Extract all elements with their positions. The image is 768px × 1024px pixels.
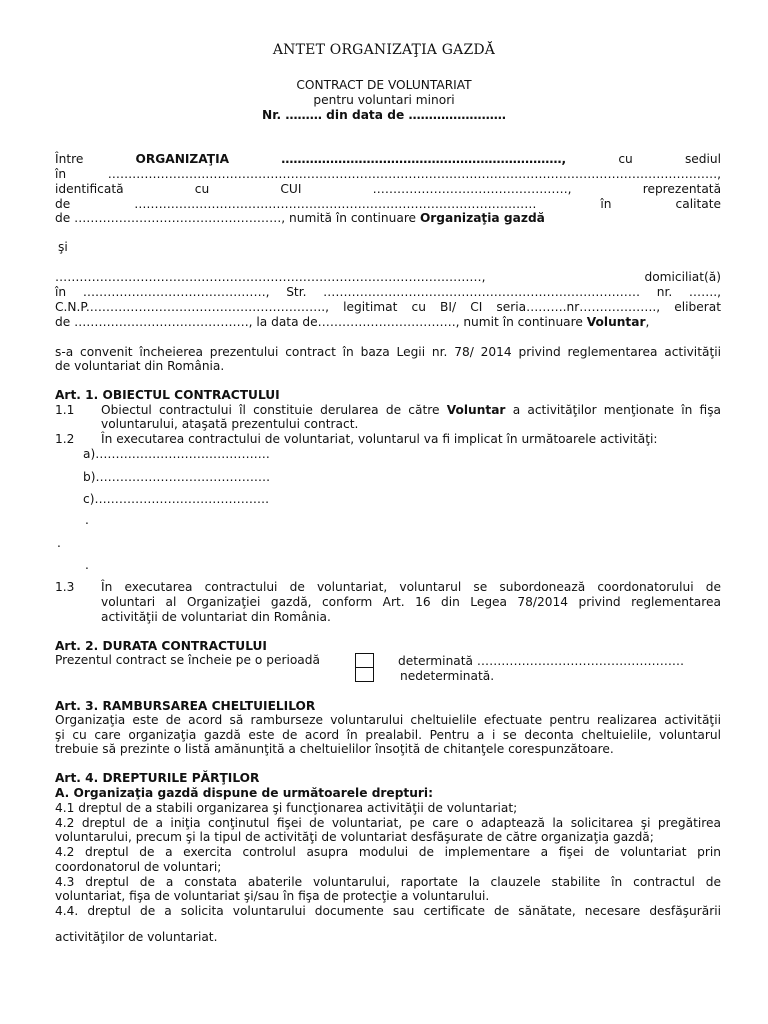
contract-number-line: Nr. ……… din data de …………………… — [262, 108, 506, 122]
right-4-2a-line-2: voluntarului, precum şi la tipul de activităţi de voluntariat desfăşurate de către organizaţia gazdă; — [55, 830, 654, 844]
art4-subheading: A. Organizaţia gazdă dispune de următoarele drepturi: — [55, 786, 433, 800]
vol-line-2: în ………………………………………, Str. …………………………………………………………………… nr. ……., — [55, 285, 722, 299]
activity-item-b: b)……………………………………. — [83, 470, 270, 484]
contract-subtitle: pentru voluntari minori — [313, 93, 455, 107]
indeterminate-option-label: nedeterminată. — [400, 669, 495, 683]
legal-basis-line-2: de voluntariat din România. — [55, 359, 225, 373]
clause-1-2-text: În executarea contractului de voluntariat, voluntarul va fi implicat în următoarele activităţi: — [101, 432, 658, 446]
org-line-3: identificată cu CUI …………………………………………, reprezentată — [55, 182, 722, 196]
clause-1-1-line-1: Obiectul contractului îl constituie derularea de către Voluntar a activităţilor menţionate în fişa — [101, 403, 722, 417]
art3-heading: Art. 3. RAMBURSAREA CHELTUIELILOR — [55, 699, 316, 713]
clause-number: 1.3 — [55, 580, 75, 594]
and-conjunction: şi — [58, 240, 68, 254]
right-4-3-line-1: 4.3 dreptul de a constata abaterile voluntarului, raportate la clauzele stabilite în contractul de — [55, 875, 721, 889]
document-header: ANTET ORGANIZAŢIA GAZDĂ — [272, 42, 496, 58]
activity-item-c: c)……………………………………. — [83, 492, 269, 506]
duration-text: Prezentul contract se încheie pe o perioadă — [55, 653, 320, 667]
vol-line-3: C.N.P.…………………………………………………., legitimat cu BI/ CI seria……….nr………………., eliberat — [55, 300, 722, 314]
contract-title: CONTRACT DE VOLUNTARIAT — [296, 78, 472, 92]
determinate-option-label: determinată …………………………………………… — [398, 654, 685, 668]
clause-1-3-line-2: voluntari al Organizaţiei gazdă, conform Art. 16 din Legea 78/2014 privind reglementarea — [101, 595, 721, 609]
org-line-5: de ……………………………………………, numită în continuare Organizaţia gazdă — [55, 211, 545, 225]
org-line-4: de ……………………………………………………………………………………… în calitate — [55, 197, 722, 211]
clause-1-3-line-3: activităţii de voluntariat din România. — [101, 610, 331, 624]
right-4-2b-line-1: 4.2 dreptul de a exercita controlul asupra modului de implementare a fişei de voluntariat prin — [55, 845, 721, 859]
activity-item-dot: . — [85, 558, 89, 572]
right-4-4-line-1: 4.4. dreptul de a solicita voluntarului documente sau certificate de sănătate, necesare desfăşurării — [55, 904, 721, 918]
art3-line-2: şi cu care organizaţia gazdă este de acord în prealabil. Pentru a i se deconta cheltuielile, voluntarul — [55, 728, 721, 742]
right-4-2b-line-2: coordonatorul de voluntari; — [55, 860, 222, 874]
determinate-checkbox[interactable] — [355, 653, 374, 668]
activity-item-dot: . — [85, 513, 89, 527]
legal-basis-line-1: s-a convenit încheierea prezentului contract în baza Legii nr. 78/ 2014 privind reglementarea activităţii — [55, 345, 721, 359]
right-4-3-line-2: voluntariat, fişa de voluntariat şi/sau în fişa de protecţie a voluntarului. — [55, 889, 490, 903]
indeterminate-checkbox[interactable] — [355, 667, 374, 682]
vol-line-1: ……………………………………………………………………………………………, domiciliat(ă) — [55, 270, 721, 284]
clause-1-1-line-2: voluntarului, ataşată prezentului contract. — [101, 417, 359, 431]
volunteer-term: Voluntar — [586, 315, 646, 329]
activity-item-dot: . — [57, 536, 61, 550]
clause-number: 1.1 — [55, 403, 75, 417]
activity-item-a: a)……………………………………. — [83, 447, 270, 461]
right-4-1: 4.1 dreptul de a stabili organizarea şi funcţionarea activităţii de voluntariat; — [55, 801, 518, 815]
org-line-1: Între ORGANIZAŢIA ……………………………………………………………, cu sediul — [55, 152, 722, 166]
host-org-term: Organizaţia gazdă — [419, 211, 545, 225]
art3-line-1: Organizaţia este de acord să ramburseze voluntarului cheltuielile efectuate pentru realizarea activităţii — [55, 713, 721, 727]
right-4-4-line-2: activităţilor de voluntariat. — [55, 930, 218, 944]
right-4-2a-line-1: 4.2 dreptul de a iniţia conţinutul fişei de voluntariat, pe care o adaptează la solicitarea şi pregătirea — [55, 816, 721, 830]
art4-heading: Art. 4. DREPTURILE PĂRŢILOR — [55, 771, 260, 785]
org-label: ORGANIZAŢIA — [135, 152, 230, 166]
art3-line-3: trebuie să prezinte o listă amănunţită a cheltuielilor însoţită de chitanţele corespunzătoare. — [55, 742, 614, 756]
art2-heading: Art. 2. DURATA CONTRACTULUI — [55, 639, 267, 653]
org-line-2: în ……………………………………………………………………………………………………………………………………, — [55, 167, 721, 181]
vol-line-4: de ……………………………………., la data de……………………………., numit în continuare Voluntar, — [55, 315, 650, 329]
art1-heading: Art. 1. OBIECTUL CONTRACTULUI — [55, 388, 280, 402]
clause-number: 1.2 — [55, 432, 75, 446]
clause-1-3-line-1: În executarea contractului de voluntariat, voluntarul se subordonează coordonatorului de — [101, 580, 721, 594]
